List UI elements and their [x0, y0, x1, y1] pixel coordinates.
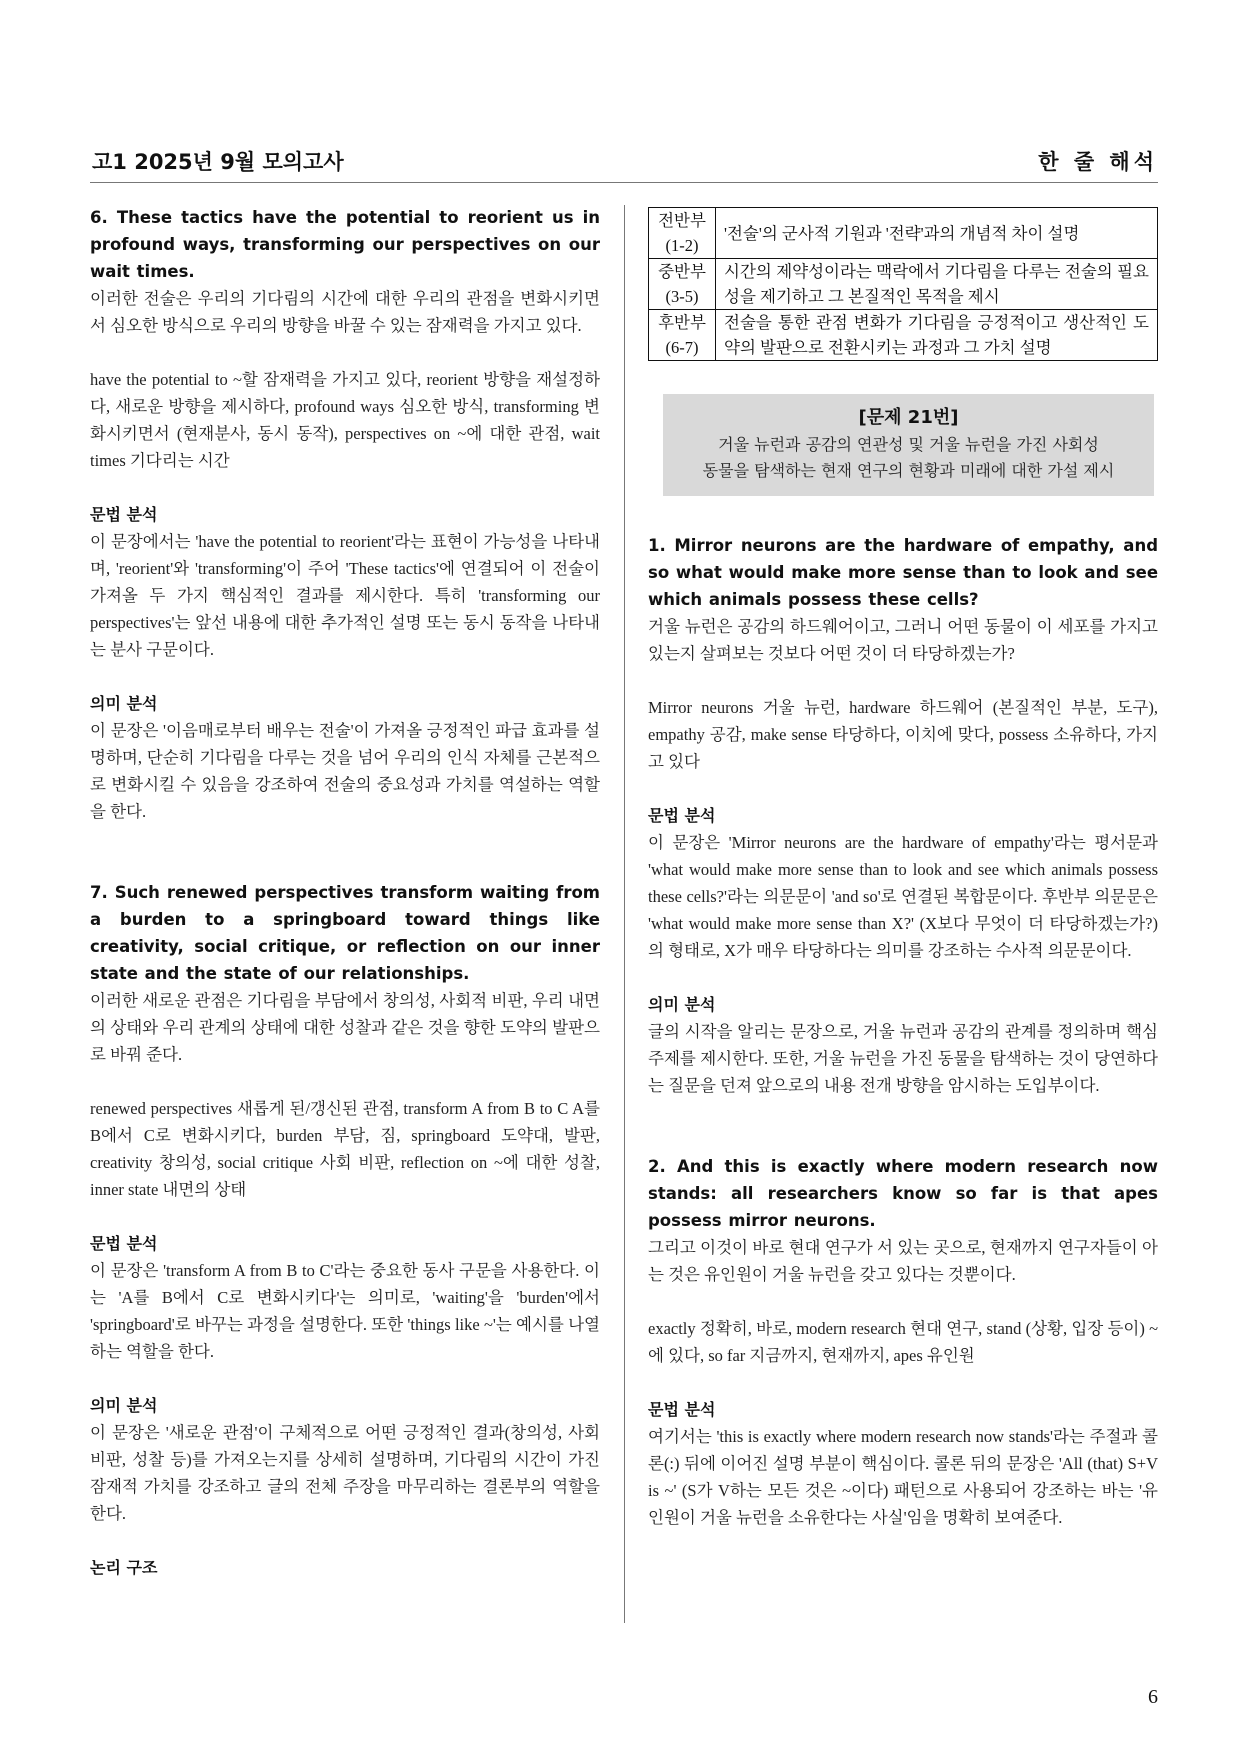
meaning-heading: 의미 분석 — [90, 694, 158, 713]
meaning-heading: 의미 분석 — [648, 995, 716, 1014]
document-title: 고1 2025년 9월 모의고사 — [92, 150, 344, 174]
row-description: 전술을 통한 관점 변화가 기다림을 긍정적이고 생산적인 도약의 발판으로 전환시키는 과정과 그 가치 설명 — [716, 310, 1158, 361]
question-summary-line: 동물을 탐색하는 현재 연구의 현황과 미래에 대한 가설 제시 — [702, 461, 1115, 480]
sentence-1-grammar: 이 문장은 'Mirror neurons are the hardware of empathy'라는 평서문과 'what would make more sense than to look and see which animals possess these cells?'라는 의문문이 'and so'로 연결된 복합문이다. 후반부 의문문은 'what would make more sense than X?' (X보다 무엇이 더 타당하겠는가?)의 형태로, X가 매우 타당하다는 의미를 강조하는 수사적 의문문이다. — [648, 833, 1158, 960]
row-label: 후반부 (6-7) — [649, 310, 716, 361]
sentence-1-meaning: 글의 시작을 알리는 문장으로, 거울 뉴런과 공감의 관계를 정의하며 핵심 주제를 제시한다. 또한, 거울 뉴런을 가진 동물을 탐색하는 것이 당연하다는 질문을 던져 앞으로의 내용 전개 방향을 암시하는 도입부이다. — [648, 1022, 1158, 1095]
sentence-6-meaning: 이 문장은 '이음매로부터 배우는 전술'이 가져올 긍정적인 파급 효과를 설명하며, 단순히 기다림을 다루는 것을 넘어 우리의 인식 자체를 근본적으로 변화시킬 수 있음을 강조하여 전술의 중요성과 가치를 역설하는 역할을 한다. — [90, 721, 600, 821]
column-divider — [624, 205, 625, 1623]
grammar-heading: 문법 분석 — [90, 1234, 158, 1253]
meaning-heading: 의미 분석 — [90, 1396, 158, 1415]
grammar-heading: 문법 분석 — [90, 505, 158, 524]
row-description: 시간의 제약성이라는 맥락에서 기다림을 다루는 전술의 필요성을 제기하고 그 본질적인 목적을 제시 — [716, 259, 1158, 310]
sentence-6-translation: 이러한 전술은 우리의 기다림의 시간에 대한 우리의 관점을 변화시키면서 심오한 방식으로 우리의 방향을 바꿀 수 있는 잠재력을 가지고 있다. — [90, 289, 600, 335]
grammar-heading: 문법 분석 — [648, 1400, 716, 1419]
sentence-7-grammar: 이 문장은 'transform A from B to C'라는 중요한 동사 구문을 사용한다. 이는 'A를 B에서 C로 변화시키다'는 의미로, 'waiting'을 'burden'에서 'springboard'로 바꾸는 과정을 설명한다. 또한 'things like ~'는 예시를 나열하는 역할을 한다. — [90, 1261, 600, 1361]
sentence-1-english: 1. Mirror neurons are the hardware of empathy, and so what would make more sense than to look and see which animals possess these cells? — [648, 536, 1159, 609]
sentence-1-vocab: Mirror neurons 거울 뉴런, hardware 하드웨어 (본질적인 부분, 도구), empathy 공감, make sense 타당하다, 이치에 맞다, possess 소유하다, 가지고 있다 — [648, 698, 1158, 771]
sentence-7-meaning: 이 문장은 '새로운 관점'이 구체적으로 어떤 긍정적인 결과(창의성, 사회 비판, 성찰 등)를 가져오는지를 상세히 설명하며, 기다림의 시간이 가진 잠재적 가치를 강조하고 글의 전체 주장을 마무리하는 결론부의 역할을 한다. — [90, 1423, 600, 1523]
sentence-7-vocab: renewed perspectives 새롭게 된/갱신된 관점, transform A from B to C A를 B에서 C로 변화시키다, burden 부담, 짐, springboard 도약대, 발판, creativity 창의성, social critique 사회 비판, reflection on ~에 대한 성찰, inner state 내면의 상태 — [90, 1099, 600, 1199]
logic-structure-table — [648, 207, 1158, 361]
logic-structure-heading: 논리 구조 — [90, 1558, 158, 1577]
table-row — [649, 259, 1158, 310]
table-row — [649, 310, 1158, 361]
grammar-heading: 문법 분석 — [648, 806, 716, 825]
sentence-7-translation: 이러한 새로운 관점은 기다림을 부담에서 창의성, 사회적 비판, 우리 내면의 상태와 우리 관계의 상태에 대한 성찰과 같은 것을 향한 도약의 발판으로 바꿔 준다. — [90, 991, 600, 1064]
question-summary-box — [663, 394, 1154, 496]
row-description: '전술'의 군사적 기원과 '전략'과의 개념적 차이 설명 — [716, 208, 1158, 259]
row-label: 중반부 (3-5) — [649, 259, 716, 310]
sentence-6-vocab: have the potential to ~할 잠재력을 가지고 있다, reorient 방향을 재설정하다, 새로운 방향을 제시하다, profound ways 심오한 방식, transforming 변화시키면서 (현재분사, 동시 동작), perspectives on ~에 대한 관점, wait times 기다리는 시간 — [90, 370, 600, 470]
sentence-2-translation: 그리고 이것이 바로 현대 연구가 서 있는 곳으로, 현재까지 연구자들이 아는 것은 유인원이 거울 뉴런을 갖고 있다는 것뿐이다. — [648, 1238, 1158, 1284]
section-label: 한 줄 해석 — [1038, 150, 1158, 174]
page-number: 6 — [1148, 1686, 1158, 1708]
table-row — [649, 208, 1158, 259]
sentence-2-english: 2. And this is exactly where modern research now stands: all researchers know so far is that apes possess mirror neurons. — [648, 1157, 1158, 1230]
sentence-2-grammar: 여기서는 'this is exactly where modern research now stands'라는 주절과 콜론(:) 뒤에 이어진 설명 부분이 핵심이다. 콜론 뒤의 문장은 'All (that) S+V is ~' (S가 V하는 모든 것은 ~이다) 패턴으로 사용되어 강조하는 바는 '유인원이 거울 뉴런을 소유한다는 사실'임을 명확히 보여준다. — [648, 1427, 1158, 1527]
question-summary-line: 거울 뉴런과 공감의 연관성 및 거울 뉴런을 가진 사회성 — [718, 435, 1099, 454]
sentence-2-vocab: exactly 정확히, 바로, modern research 현대 연구, stand (상황, 입장 등이) ~에 있다, so far 지금까지, 현재까지, apes 유인원 — [648, 1319, 1158, 1365]
row-label: 전반부 (1-2) — [649, 208, 716, 259]
sentence-1-translation: 거울 뉴런은 공감의 하드웨어이고, 그러니 어떤 동물이 이 세포를 가지고 있는지 살펴보는 것보다 어떤 것이 더 타당하겠는가? — [648, 617, 1158, 663]
right-column — [648, 207, 1158, 1531]
sentence-7-english: 7. Such renewed perspectives transform waiting from a burden to a springboard toward things like creativity, social critique, or reflection on our inner state and the state of our relationships. — [90, 883, 600, 983]
sentence-6-english: 6. These tactics have the potential to reorient us in profound ways, transforming our perspectives on our wait times. — [90, 208, 600, 281]
question-title: [문제 21번] — [858, 407, 959, 428]
header-rule — [90, 182, 1158, 183]
sentence-6-grammar: 이 문장에서는 'have the potential to reorient'라는 표현이 가능성을 나타내며, 'reorient'와 'transforming'이 주어 'These tactics'에 연결되어 이 전술이 가져올 두 가지 핵심적인 결과를 제시한다. 특히 'transforming our perspectives'는 앞선 내용에 대한 추가적인 설명 또는 동시 동작을 나타내는 분사 구문이다. — [90, 532, 600, 659]
left-column — [90, 204, 600, 1581]
